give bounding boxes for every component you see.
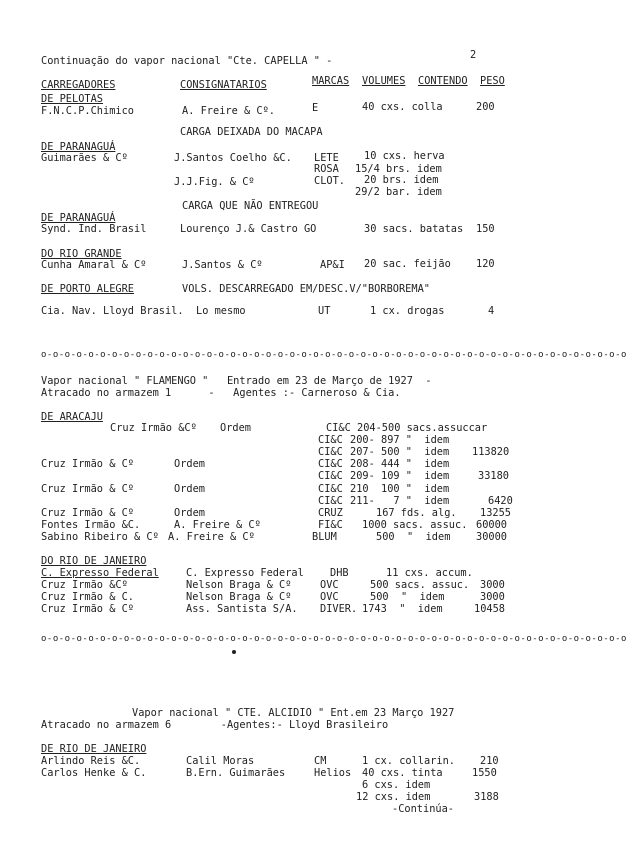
shipper: Guimarães & Cº <box>41 152 128 164</box>
shipper: Fontes Irmão &C. <box>41 519 141 531</box>
consignee: C. Expresso Federal <box>186 567 304 579</box>
col-header-contents: CONTENDO <box>418 75 468 87</box>
consignee: Ordem <box>174 483 205 495</box>
shipper: Sabino Ribeiro & Cº <box>41 531 159 543</box>
weight: 113820 <box>472 446 510 458</box>
shipper: Synd. Ind. Brasil <box>41 223 147 235</box>
weight: 33180 <box>478 470 509 482</box>
content: 40 cxs. colla <box>362 101 443 113</box>
mark: FI&C <box>318 519 343 531</box>
subheading-nao-entregue: CARGA QUE NÃO ENTREGOU <box>182 200 319 212</box>
col-header-marks: MARCAS <box>312 75 350 87</box>
mark: CI&C <box>318 470 343 482</box>
content: 40 cxs. tinta <box>362 767 443 779</box>
consignee: J.Santos & Cº <box>182 259 263 271</box>
weight: 210 <box>480 755 499 767</box>
porto-alegre-note: VOLS. DESCARREGADO EM/DESC.V/"BORBOREMA" <box>182 283 430 295</box>
content: 6 cxs. idem <box>362 779 431 791</box>
consignee: Lo mesmo <box>196 305 246 317</box>
consignee: A. Freire & Cº. <box>182 105 275 117</box>
consignee: Calil Moras <box>186 755 255 767</box>
section-title-rio-grande: DO RIO GRANDE <box>41 248 122 260</box>
consignee: Lourenço J.& Castro GO <box>180 223 317 235</box>
weight: 10458 <box>474 603 505 615</box>
mark: CRUZ <box>318 507 343 519</box>
shipper: F.N.C.P.Chimico <box>41 105 134 117</box>
mark: CLOT. <box>314 175 345 187</box>
shipper: Cruz Irmão & C. <box>41 591 134 603</box>
shipper: Cruz Irmão & Cº <box>41 507 134 519</box>
mark: CI&C <box>318 446 343 458</box>
weight: 200 <box>476 101 495 113</box>
consignee: A. Freire & Cº <box>168 531 255 543</box>
consignee: J.J.Fig. & Cº <box>174 176 255 188</box>
consignee: Ordem <box>174 507 205 519</box>
mark: Helios <box>314 767 352 779</box>
content: 207- 500 " idem <box>350 446 450 458</box>
mark: CI&C <box>318 458 343 470</box>
content: 500 sacs. assuc. <box>370 579 470 591</box>
content: 10 cxs. herva <box>364 150 445 162</box>
section-title-pelotas: DE PELOTAS <box>41 93 103 105</box>
content: 500 " idem <box>376 531 451 543</box>
mark: CI&C <box>318 483 343 495</box>
shipper: Cia. Nav. Lloyd Brasil. <box>41 305 184 317</box>
content: 12 cxs. idem <box>356 791 431 803</box>
shipper: Cruz Irmão & Cº <box>41 483 134 495</box>
mark: CI&C <box>318 495 343 507</box>
weight: 3000 <box>480 579 505 591</box>
content: 15/4 brs. idem <box>355 163 442 175</box>
consignee: J.Santos Coelho &C. <box>174 152 292 164</box>
content: 1 cx. drogas <box>370 305 445 317</box>
content: 208- 444 " idem <box>350 458 450 470</box>
content: 1743 " idem <box>362 603 443 615</box>
col-header-volumes: VOLUMES <box>362 75 406 87</box>
content: 204-500 sacs.assuccar <box>357 422 488 434</box>
vessel-flamengo-berth: Atracado no armazem 1 - Agentes :- Carneroso & Cia. <box>41 387 401 399</box>
content: 210 100 " idem <box>350 483 450 495</box>
mark: E <box>312 102 319 114</box>
shipper: Cunha Amaral & Cº <box>41 259 147 271</box>
shipper: Cruz Irmão &Cº <box>41 579 128 591</box>
weight: 120 <box>476 258 495 270</box>
mark: BLUM <box>312 531 337 543</box>
mark: LETE <box>314 152 339 164</box>
shipper: Carlos Henke & C. <box>41 767 147 779</box>
vessel-alcidio-arrival: Vapor nacional " CTE. ALCIDIO " Ent.em 23 Março 1927 <box>132 707 455 719</box>
subheading-carga-deixada: CARGA DEIXADA DO MACAPA <box>180 126 323 138</box>
content: 167 fds. alg. <box>376 507 457 519</box>
content: 200- 897 " idem <box>350 434 450 446</box>
mark: DIVER. <box>320 603 358 615</box>
content: 29/2 bar. idem <box>355 186 442 198</box>
consignee: Nelson Braga & Cº <box>186 591 292 603</box>
weight: 1550 <box>472 767 497 779</box>
section-title-porto-alegre: DE PORTO ALEGRE <box>41 283 134 295</box>
content: 20 brs. idem <box>364 174 439 186</box>
page-header: Continuação do vapor nacional "Cte. CAPELLA " - <box>41 55 333 67</box>
mark: OVC <box>320 579 339 591</box>
mark: ROSA <box>314 163 339 175</box>
vessel-alcidio-berth: Atracado no armazem 6 -Agentes:- Lloyd Brasileiro <box>41 719 389 731</box>
separator-line: o-o-o-o-o-o-o-o-o-o-o-o-o-o-o-o-o-o-o-o-o-o-o-o-o-o-o-o-o-o-o-o-o-o-o-o-o-o-o-o-o-o-o-o-o-o-o-o-o-o <box>41 350 627 360</box>
weight: 60000 <box>476 519 507 531</box>
consignee: Nelson Braga & Cº <box>186 579 292 591</box>
separator-line: o-o-o-o-o-o-o-o-o-o-o-o-o-o-o-o-o-o-o-o-o-o-o-o-o-o-o-o-o-o-o-o-o-o-o-o-o-o-o-o-o-o-o-o-o-o-o-o-o-o <box>41 634 627 644</box>
content: 500 " idem <box>370 591 445 603</box>
section-title-aracaju: DE ARACAJU <box>41 411 103 423</box>
weight: 13255 <box>480 507 511 519</box>
col-header-shippers: CARREGADORES <box>41 79 116 91</box>
weight: 6420 <box>488 495 513 507</box>
mark: CI&C <box>318 434 343 446</box>
mark: CI&C <box>326 422 351 434</box>
section-title-rio-de-janeiro: DO RIO DE JANEIRO <box>41 555 147 567</box>
col-header-consignees: CONSIGNATARIOS <box>180 79 267 91</box>
section-title-rio-de-janeiro-2: DE RIO DE JANEIRO <box>41 743 147 755</box>
mark: AP&I <box>320 259 345 271</box>
weight: 30000 <box>476 531 507 543</box>
consignee: A. Freire & Cº <box>174 519 261 531</box>
weight: 4 <box>488 305 495 317</box>
consignee: Ass. Santista S/A. <box>186 603 298 615</box>
shipper: Cruz Irmão &Cº <box>110 422 197 434</box>
content: 1000 sacs. assuc. <box>362 519 468 531</box>
consignee: Ordem <box>220 422 251 434</box>
weight: 3000 <box>480 591 505 603</box>
continua-note: -Continúa- <box>392 803 454 815</box>
vessel-flamengo-arrival: Vapor nacional " FLAMENGO " Entrado em 23 de Março de 1927 - <box>41 375 432 387</box>
consignee: B.Ern. Guimarães <box>186 767 286 779</box>
shipper: Arlindo Reis &C. <box>41 755 141 767</box>
weight: 150 <box>476 223 495 235</box>
mark: CM <box>314 755 327 767</box>
content: 209- 109 " idem <box>350 470 450 482</box>
col-header-weight: PESO <box>480 75 505 87</box>
mark: DHB <box>330 567 349 579</box>
content: 20 sac. feijão <box>364 258 451 270</box>
content: 11 cxs. accum. <box>386 567 473 579</box>
shipper: Cruz Irmão & Cº <box>41 458 134 470</box>
content: 1 cx. collarin. <box>362 755 455 767</box>
content: 30 sacs. batatas <box>364 223 464 235</box>
page-number: 2 <box>470 49 477 61</box>
shipper: Cruz Irmão & Cº <box>41 603 134 615</box>
mark: OVC <box>320 591 339 603</box>
weight: 3188 <box>474 791 499 803</box>
shipper: C. Expresso Federal <box>41 567 159 579</box>
consignee: Ordem <box>174 458 205 470</box>
ink-dot <box>232 650 236 654</box>
section-title-paranagua: DE PARANAGUÁ <box>41 141 116 153</box>
content: 211- 7 " idem <box>350 495 450 507</box>
mark: UT <box>318 305 331 317</box>
section-title-paranagua-2: DE PARANAGUÁ <box>41 212 116 224</box>
